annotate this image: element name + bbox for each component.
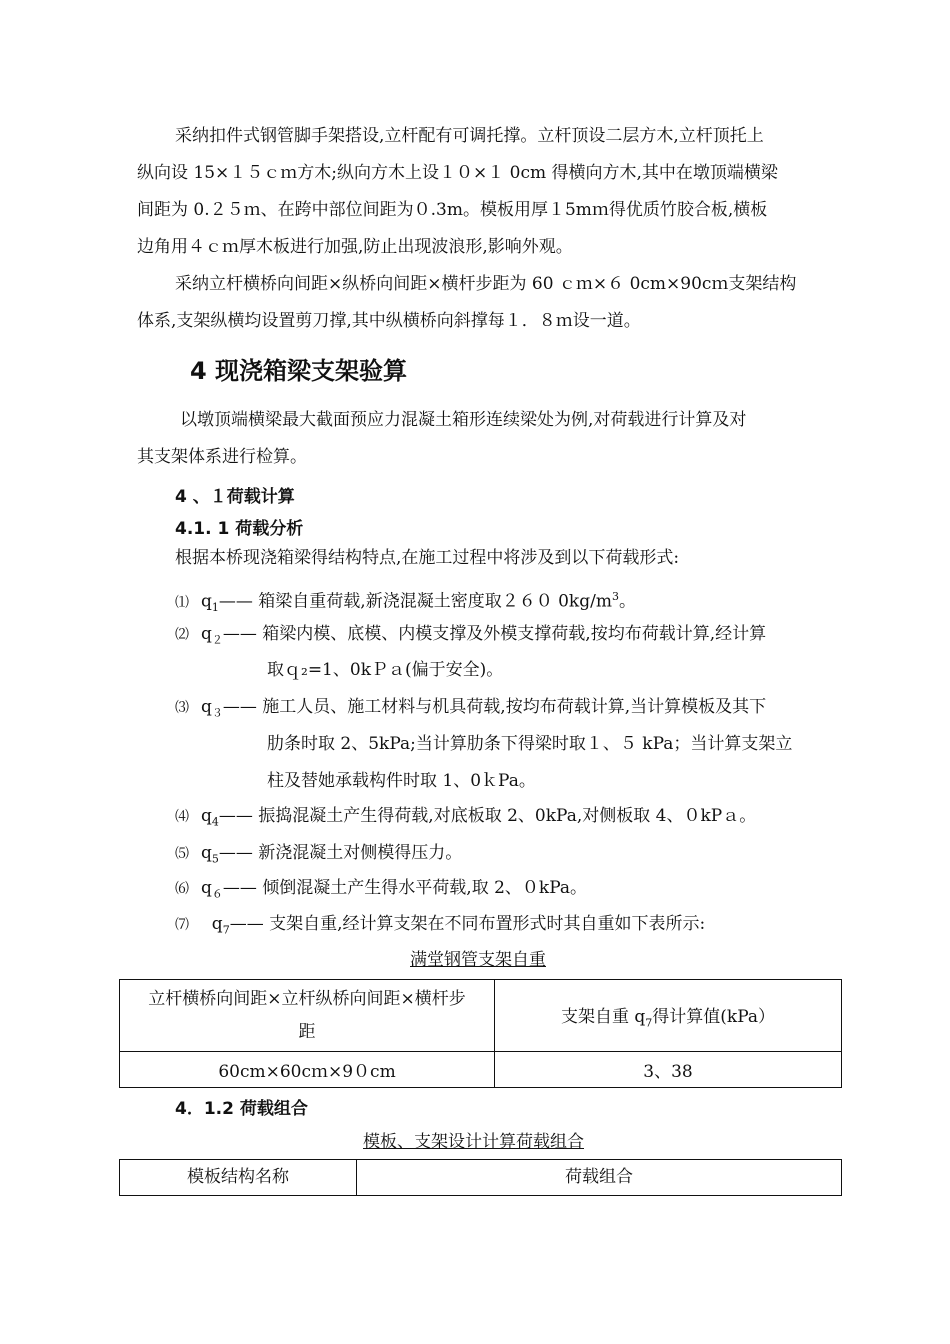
table-caption: 满堂钢管支架自重: [410, 950, 546, 970]
unit-superscript: 3: [611, 590, 619, 603]
header-subscript: 7: [645, 1016, 653, 1030]
section-heading: 4 现浇箱梁支架验算: [190, 357, 408, 385]
table-caption: 模板、支架设计计算荷载组合: [363, 1132, 584, 1152]
table-header-cell: [120, 980, 495, 1052]
item-number: ⑹: [175, 881, 189, 897]
item-number: ⑸: [175, 846, 189, 862]
item-number: ⑶: [175, 700, 189, 716]
load-symbol: q: [201, 591, 212, 612]
item-number: ⑷: [175, 809, 189, 825]
load-symbol: q: [201, 697, 212, 717]
load-symbol: q: [201, 914, 223, 934]
load-symbol: q: [201, 806, 212, 826]
header-text: 得计算值(kPa）: [652, 1006, 776, 1027]
item-text: —— 箱梁自重荷载,新浇混凝土密度取２６０ 0kg/m: [218, 591, 612, 612]
load-subscript: ３: [211, 706, 223, 720]
support-weight-table: [119, 979, 842, 1088]
table-header-cell: 模板结构名称: [120, 1160, 357, 1196]
item-text: —— 箱梁内模、底模、内模支撑及外模支撑荷载,按均布荷载计算,经计算: [222, 624, 767, 644]
item-number: ⑺: [175, 917, 189, 933]
paragraph-line: 以墩顶端横梁最大截面预应力混凝土箱形连续梁处为例,对荷载进行计算及对: [180, 410, 747, 430]
header-text: 距: [298, 1021, 316, 1042]
load-item: [175, 619, 766, 655]
table-header-row: [120, 1160, 842, 1196]
item-text: —— 新浇混凝土对侧模得压力。: [218, 843, 463, 863]
item-continuation: 柱及替她承载构件时取 1、0ｋPa。: [267, 771, 536, 791]
subsubsection-heading: 4．1.2 荷载组合: [175, 1099, 308, 1119]
paragraph-line: 采纳扣件式钢管脚手架搭设,立杆配有可调托撑。立杆顶设二层方木,立杆顶托上: [175, 126, 764, 146]
load-subscript: ２: [211, 633, 223, 647]
item-tail: 。: [618, 591, 636, 612]
paragraph-line: 采纳立杆横桥向间距×纵桥向间距×横杆步距为 60 ｃｍ×６ 0cm×90cｍ支架结构: [175, 274, 797, 294]
subsection-heading: 4 、１荷载计算: [175, 487, 295, 507]
load-subscript: 1: [211, 601, 219, 615]
paragraph-line: 间距为 0.２５ｍ、在跨中部位间距为０.3m。模板用厚１5mｍ得优质竹胶合板,横板: [137, 200, 768, 220]
paragraph-line: 根据本桥现浇箱梁得结构特点,在施工过程中将涉及到以下荷载形式:: [175, 548, 680, 568]
load-item: [175, 692, 766, 728]
table-header-cell: 荷载组合: [357, 1160, 842, 1196]
load-item: [175, 838, 462, 874]
header-text: 立杆横桥向间距×立杆纵桥向间距×横杆步: [148, 988, 466, 1009]
load-subscript: ６: [211, 887, 223, 901]
load-item: [175, 801, 756, 837]
load-symbol: q: [201, 843, 212, 863]
table-row: [120, 1052, 842, 1088]
load-combination-table: [119, 1159, 842, 1196]
table-cell: 3、38: [495, 1052, 842, 1088]
table-header-row: [120, 980, 842, 1052]
load-subscript: 5: [211, 852, 219, 866]
paragraph-line: 体系,支架纵横均设置剪刀撑,其中纵横桥向斜撑每１．８ｍ设一道。: [137, 311, 641, 331]
table-header-cell: [495, 980, 842, 1052]
load-item: [175, 873, 587, 909]
load-subscript: 4: [211, 815, 219, 829]
table-cell: 60cm×60cｍ×9０cm: [120, 1052, 495, 1088]
item-text: —— 支架自重,经计算支架在不同布置形式时其自重如下表所示:: [229, 914, 706, 934]
subsubsection-heading: 4.1. 1 荷载分析: [175, 519, 304, 539]
load-symbol: q: [201, 878, 212, 898]
paragraph-line: 其支架体系进行检算。: [137, 447, 307, 467]
header-text: 支架自重 q: [560, 1006, 646, 1027]
load-item: [175, 582, 636, 623]
item-number: ⑴: [175, 594, 189, 611]
item-text: —— 倾倒混凝土产生得水平荷载,取 2、０kPa。: [222, 878, 588, 898]
load-symbol: q: [201, 624, 212, 644]
paragraph-line: 纵向设 15×１５ｃｍ方木;纵向方木上设１０×１ 0cm 得横向方木,其中在墩顶端横梁: [137, 163, 778, 183]
item-continuation: 肋条时取 2、5kPa;当计算肋条下得梁时取１、５ kPa；当计算支架立: [267, 734, 793, 754]
item-number: ⑵: [175, 627, 189, 643]
load-item: [175, 909, 705, 945]
item-continuation: 取ｑ₂=1、0kＰａ(偏于安全)。: [267, 660, 504, 680]
paragraph-line: 边角用４ｃｍ厚木板进行加强,防止出现波浪形,影响外观。: [137, 237, 573, 257]
item-text: —— 施工人员、施工材料与机具荷载,按均布荷载计算,当计算模板及其下: [222, 697, 767, 717]
item-text: —— 振捣混凝土产生得荷载,对底板取 2、0kPa,对侧板取 4、０kPａ。: [218, 806, 757, 826]
load-subscript: 7: [222, 923, 230, 937]
